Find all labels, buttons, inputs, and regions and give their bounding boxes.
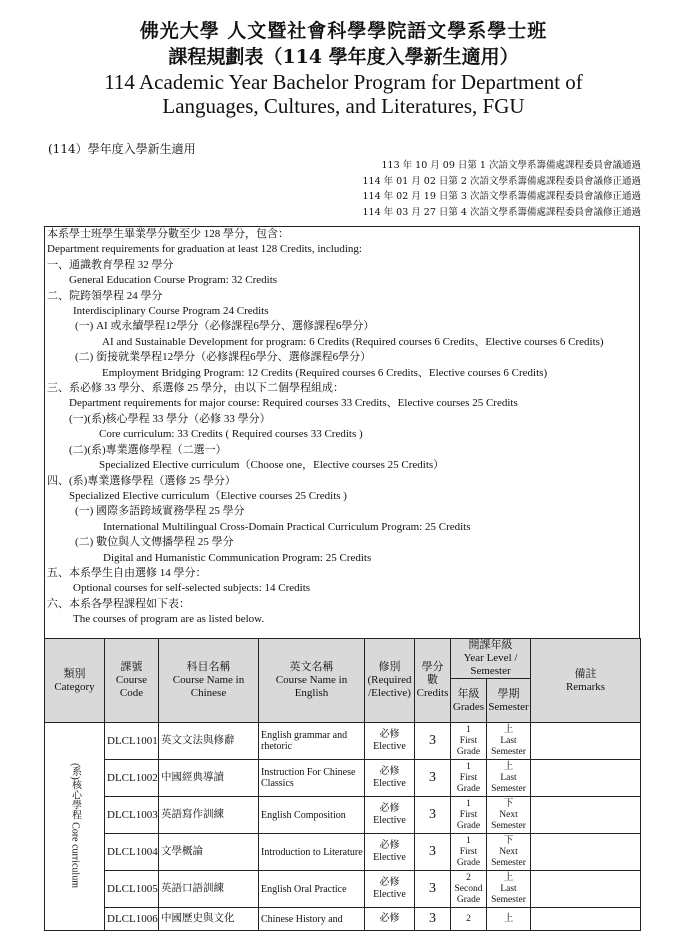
course-credits: 3: [415, 834, 451, 871]
req-line: Optional courses for self-selected subjects: 14 Credits: [73, 582, 311, 595]
course-remarks: [531, 723, 641, 760]
course-credits: 3: [415, 723, 451, 760]
course-grade: 1 First Grade: [451, 797, 487, 834]
course-table: [44, 638, 641, 931]
header-required-elective: 修別 (Required /Elective): [365, 639, 415, 723]
course-remarks: [531, 871, 641, 908]
req-line: Employment Bridging Program: 12 Credits (Required courses 6 Credits、Elective courses 6 Credits): [102, 366, 548, 379]
req-line: 本系學士班學生畢業學分數至少 128 學分，包含：: [47, 228, 289, 240]
table-row: [45, 834, 641, 871]
table-row: [45, 723, 641, 760]
title-zh-line-2: 課程規劃表（114 學年度入學新生適用）: [168, 46, 519, 68]
req-line: Specialized Elective curriculum（Elective courses 25 Credits ): [69, 489, 347, 502]
course-name-en: Chinese History and: [259, 908, 365, 931]
intake-note: (114）學年度入學新生適用: [48, 142, 196, 156]
req-line: 一、通識教育學程 32 學分: [47, 258, 174, 271]
req-line: (二) 數位與人文傳播學程 25 學分: [75, 536, 234, 549]
course-req: 必修 Elective: [365, 760, 415, 797]
course-name-zh: 英語寫作訓練: [159, 797, 259, 834]
req-line: (二)(系)專業選修學程（二選一）: [69, 443, 227, 456]
req-line: Department requirements for graduation at least 128 Credits, including:: [47, 243, 362, 256]
course-req: 必修: [365, 908, 415, 931]
course-name-zh: 中國歷史與文化: [159, 908, 259, 931]
course-name-zh: 中國經典導讀: [159, 760, 259, 797]
course-name-en: English Oral Practice: [259, 871, 365, 908]
course-code: DLCL1004: [105, 834, 159, 871]
document-header: [0, 18, 687, 118]
course-grade: 1 First Grade: [451, 723, 487, 760]
title-en-line-2: Languages, Cultures, and Literatures, FGU: [162, 94, 525, 118]
course-name-en: Instruction For Chinese Classics: [259, 760, 365, 797]
req-line: (一) AI 或永續學程12學分（必修課程6學分、選修課程6學分）: [75, 320, 375, 333]
course-semester: 下 Next Semester: [487, 797, 531, 834]
req-line: (一)(系)核心學程 33 學分（必修 33 學分）: [69, 412, 271, 425]
title-en-line-1: 114 Academic Year Bachelor Program for Department of: [104, 70, 583, 94]
course-code: DLCL1006: [105, 908, 159, 931]
header-name-zh: 科目名稱 Course Name in Chinese: [159, 639, 259, 723]
table-row: [45, 871, 641, 908]
req-line: 二、院跨領學程 24 學分: [47, 289, 163, 302]
course-grade: 1 First Grade: [451, 834, 487, 871]
course-req: 必修 Elective: [365, 797, 415, 834]
table-row: [45, 797, 641, 834]
req-line: 五、本系學生自由選修 14 學分：: [47, 566, 207, 579]
req-line: Interdisciplinary Course Program 24 Credits: [73, 305, 269, 318]
header-credits: 學分 數 Credits: [415, 639, 451, 723]
course-req: 必修 Elective: [365, 871, 415, 908]
course-semester: 下 Next Semester: [487, 834, 531, 871]
course-semester: 上 Last Semester: [487, 871, 531, 908]
approval-history: [363, 158, 642, 220]
course-name-zh: 文學概論: [159, 834, 259, 871]
course-name-en: English grammar and rhetoric: [259, 723, 365, 760]
req-line: Digital and Humanistic Communication Program: 25 Credits: [103, 551, 372, 564]
header-year-level: 開課年級 Year Level / Semester: [451, 639, 531, 679]
req-line: AI and Sustainable Development for program: 6 Credits (Required courses 6 Credits、Elective courses 6 Credits): [102, 335, 604, 348]
course-credits: 3: [415, 871, 451, 908]
req-line: International Multilingual Cross-Domain Practical Curriculum Program: 25 Credits: [103, 520, 471, 533]
approval-line: 113 年 10 月 09 日第 1 次語文學系籌備處課程委員會議通過: [381, 160, 641, 171]
course-code: DLCL1002: [105, 760, 159, 797]
approval-line: 114 年 01 月 02 日第 2 次語文學系籌備處課程委員會議修正通過: [362, 175, 641, 187]
course-name-zh: 英語口語訓練: [159, 871, 259, 908]
course-name-zh: 英文文法與修辭: [159, 723, 259, 760]
course-grade: 2 Second Grade: [451, 871, 487, 908]
header-semester: 學期 Semester: [487, 679, 531, 723]
req-line: Department requirements for major course: Required courses 33 Credits、Elective courses 25 Credits: [69, 397, 518, 410]
course-name-en: Introduction to Literature: [259, 834, 365, 871]
course-code: DLCL1005: [105, 871, 159, 908]
req-line: 四、(系)專業選修學程（選修 25 學分）: [47, 474, 236, 487]
header-grade: 年級 Grades: [451, 679, 487, 723]
req-line: (二) 銜接就業學程12學分（必修課程6學分、選修課程6學分）: [75, 351, 372, 364]
course-semester: 上 Last Semester: [487, 723, 531, 760]
course-req: 必修 Elective: [365, 834, 415, 871]
category-cell: [45, 723, 105, 931]
req-line: Specialized Elective curriculum（Choose one，Elective courses 25 Credits）: [99, 459, 445, 472]
req-line: 三、系必修 33 學分、系選修 25 學分，由以下二個學程組成：: [47, 382, 344, 395]
course-remarks: [531, 797, 641, 834]
graduation-requirements-box: [44, 226, 640, 638]
course-code: DLCL1003: [105, 797, 159, 834]
course-semester: 上 Last Semester: [487, 760, 531, 797]
table-row: [45, 760, 641, 797]
header-remarks: 備註 Remarks: [531, 639, 641, 723]
course-credits: 3: [415, 760, 451, 797]
course-name-en: English Composition: [259, 797, 365, 834]
course-req: 必修 Elective: [365, 723, 415, 760]
approval-line: 114 年 03 月 27 日第 4 次語文學系籌備處課程委員會議修正通過: [362, 206, 641, 218]
course-semester: 上: [487, 908, 531, 931]
req-line: General Education Course Program: 32 Credits: [69, 274, 278, 287]
course-grade: 1 First Grade: [451, 760, 487, 797]
req-line: 六、本系各學程課程如下表：: [47, 597, 190, 610]
header-category: 類別 Category: [45, 639, 105, 723]
course-grade: 2: [451, 908, 487, 931]
course-remarks: [531, 760, 641, 797]
course-remarks: [531, 908, 641, 931]
approval-line: 114 年 02 月 19 日第 3 次語文學系籌備處課程委員會議修正通過: [362, 191, 641, 203]
req-line: Core curriculum: 33 Credits ( Required courses 33 Credits ): [99, 428, 363, 441]
course-remarks: [531, 834, 641, 871]
course-code: DLCL1001: [105, 723, 159, 760]
table-row: [45, 908, 641, 931]
header-name-en: 英文名稱 Course Name in English: [259, 639, 365, 723]
course-credits: 3: [415, 908, 451, 931]
category-label: (系)核心學程 Core curriculum: [69, 762, 81, 888]
req-line: (一) 國際多語跨域實務學程 25 學分: [75, 505, 245, 518]
req-line: The courses of program are as listed below.: [73, 613, 265, 626]
header-course-code: 課號 Course Code: [105, 639, 159, 723]
course-credits: 3: [415, 797, 451, 834]
title-zh-line-1: 佛光大學 人文暨社會科學學院語文學系學士班: [139, 20, 548, 42]
